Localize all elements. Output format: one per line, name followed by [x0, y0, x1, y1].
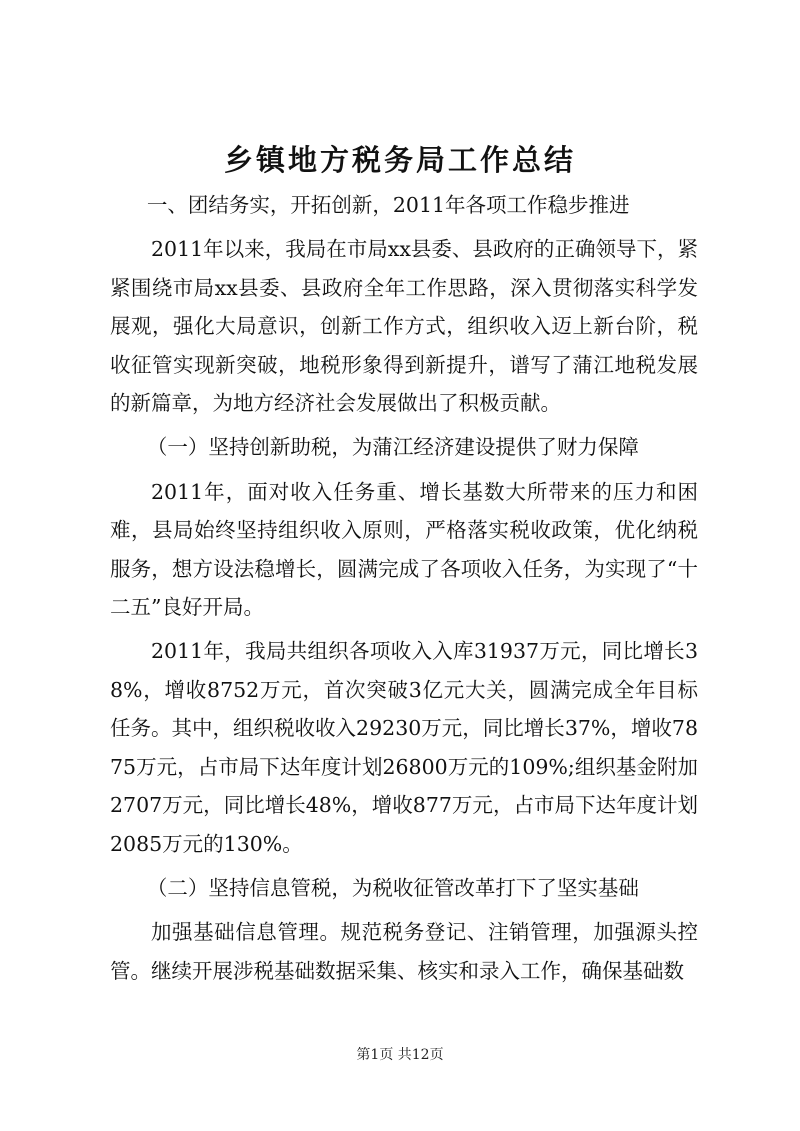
paragraph-intro: 2011年以来，我局在市局xx县委、县政府的正确领导下，紧紧围绕市局xx县委、县政府全年工作思路，深入贯彻落实科学发展观，强化大局意识，创新工作方式，组织收入迈上新台阶，税收征管实现新突破，地税形象得到新提升，谱写了蒲江地税发展的新篇章，为地方经济社会发展做出了积极贡献。	[110, 237, 698, 416]
paragraph-revenue-figures: 2011年，我局共组织各项收入入库31937万元，同比增长38%，增收8752万元，首次突破3亿元大关，圆满完成全年目标任务。其中，组织税收收入29230万元，同比增长37%，增收7875万元，占市局下达年度计划26800万元的109%;组织基金附加2707万元，同比增长48%，增收877万元，占市局下达年度计划2085万元的130%。	[110, 639, 698, 856]
subsection-heading-1: （一）坚持创新助税，为蒲江经济建设提供了财力保障	[146, 435, 639, 460]
subsection-heading-2: （二）坚持信息管税，为税收征管改革打下了坚实基础	[146, 875, 639, 900]
section-heading-1: 一、团结务实，开拓创新，2011年各项工作稳步推进	[146, 193, 630, 217]
paragraph-revenue-tasks: 2011年，面对收入任务重、增长基数大所带来的压力和困难，县局始终坚持组织收入原则，严格落实税收政策，优化纳税服务，想方设法稳增长，圆满完成了各项收入任务，为实现了“十二五”良好开局。	[110, 479, 698, 620]
paragraph-info-management: 加强基础信息管理。规范税务登记、注销管理，加强源头控管。继续开展涉税基础数据采集、核实和录入工作，确保基础数	[110, 920, 698, 983]
page-footer: 第1页 共12页	[356, 1047, 444, 1063]
document-title: 乡镇地方税务局工作总结	[223, 143, 576, 177]
document-body	[110, 186, 698, 996]
